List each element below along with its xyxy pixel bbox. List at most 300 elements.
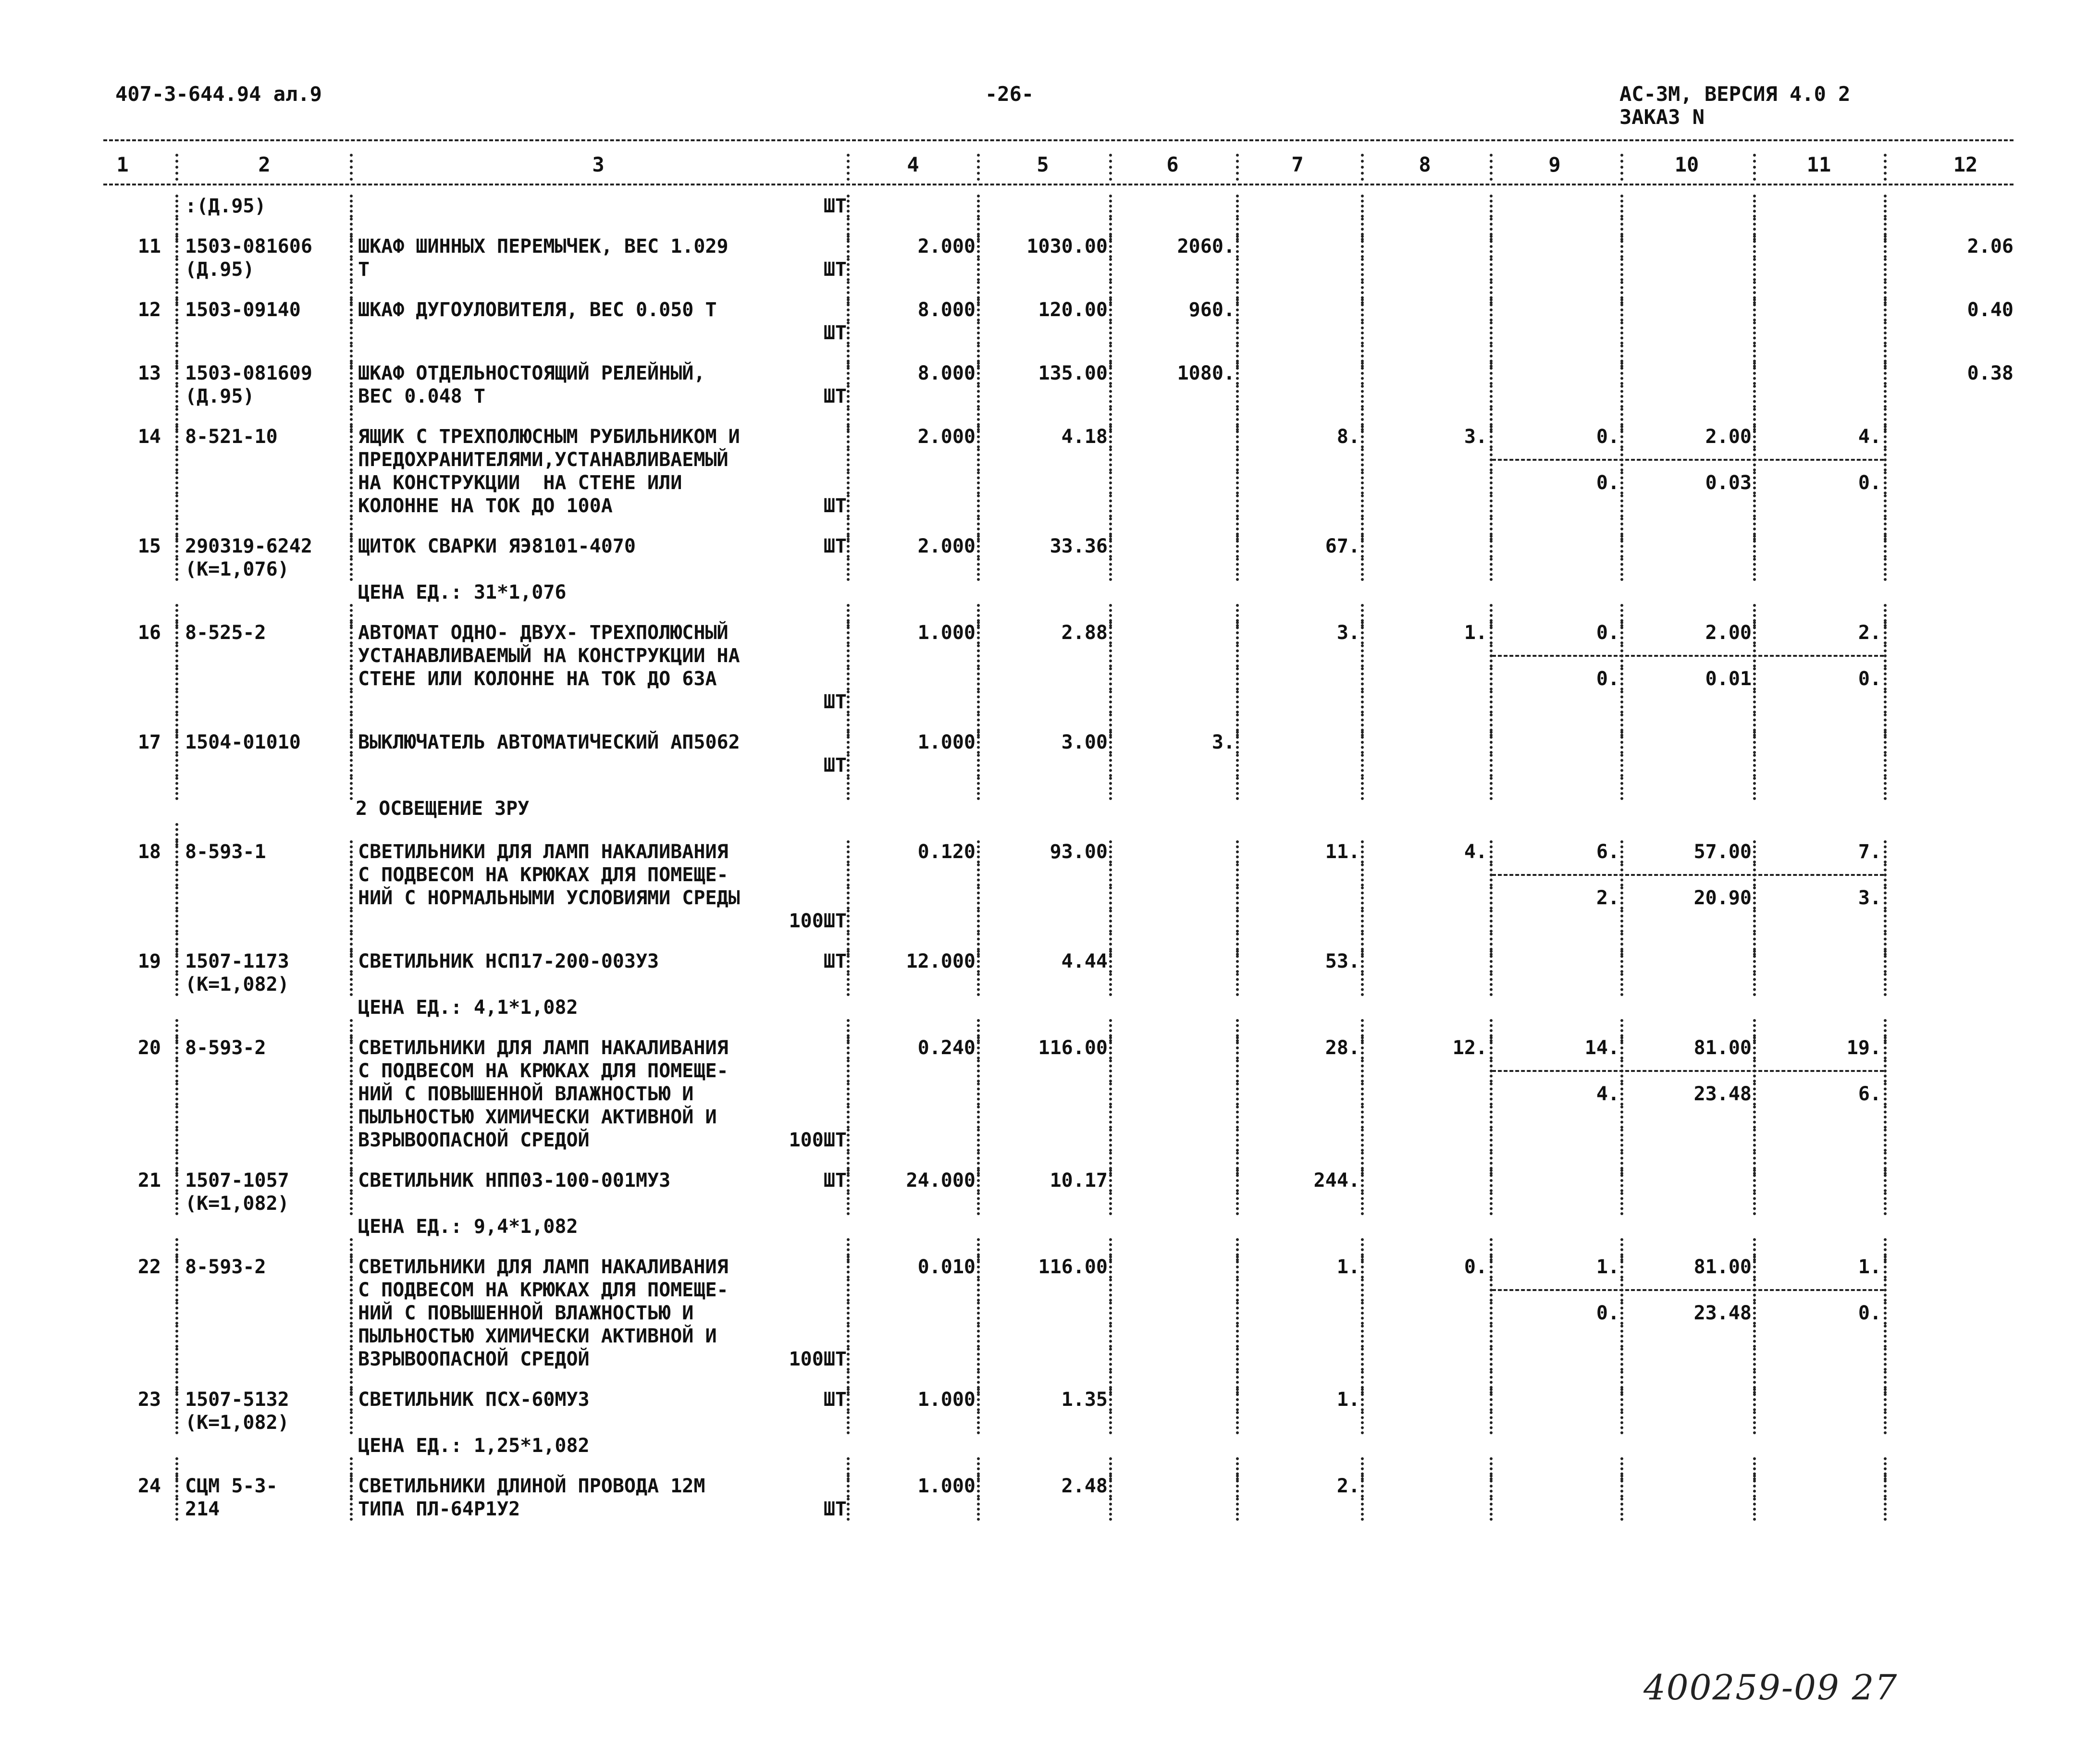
column-divider xyxy=(1753,1106,1756,1129)
column-divider xyxy=(977,195,980,218)
column-divider xyxy=(847,1325,850,1348)
table-line xyxy=(0,235,2100,258)
value-col-4: 8.000 xyxy=(917,299,976,321)
column-divider xyxy=(977,840,980,863)
price-code: 1504-01010 xyxy=(185,731,301,753)
table-row xyxy=(0,425,2100,535)
column-divider xyxy=(175,1475,178,1498)
table-line xyxy=(0,471,2100,494)
unit-of-measure: ШТ xyxy=(823,691,847,713)
table-row xyxy=(0,950,2100,1036)
column-divider xyxy=(1236,731,1239,754)
column-divider xyxy=(1884,195,1887,218)
column-divider xyxy=(1109,1302,1112,1325)
value-col-6: 1080. xyxy=(1177,362,1235,384)
column-divider xyxy=(1490,298,1493,321)
column-divider xyxy=(1109,1169,1112,1192)
column-divider xyxy=(1361,1279,1364,1302)
column-divider xyxy=(1109,362,1112,385)
price-code: :(Д.95) xyxy=(185,195,266,217)
column-divider xyxy=(175,840,178,863)
value-col-10: 2.00 xyxy=(1705,426,1752,448)
table-line xyxy=(0,690,2100,713)
column-divider xyxy=(1236,362,1239,385)
column-divider xyxy=(1490,690,1493,713)
column-divider xyxy=(1490,494,1493,517)
column-divider xyxy=(350,1302,353,1325)
column-divider xyxy=(1753,1302,1756,1325)
column-divider xyxy=(1620,1255,1623,1279)
column-divider xyxy=(350,1255,353,1279)
column-divider xyxy=(1236,910,1239,933)
work-description: ВЫКЛЮЧАТЕЛЬ АВТОМАТИЧЕСКИЙ АП5062 xyxy=(358,731,740,753)
row-number: 19 xyxy=(137,950,161,972)
column-divider xyxy=(1490,1129,1493,1152)
column-divider xyxy=(1620,471,1623,494)
column-divider xyxy=(1620,1082,1623,1106)
price-code: 1507-1057 xyxy=(185,1169,289,1192)
column-divider xyxy=(847,425,850,448)
column-divider xyxy=(1884,1129,1887,1152)
column-divider xyxy=(1884,1255,1887,1279)
value-col-7: 244. xyxy=(1313,1169,1360,1192)
column-divider xyxy=(1884,258,1887,281)
column-divider xyxy=(1361,1106,1364,1129)
value-col-6: 3. xyxy=(1211,731,1235,753)
table-line xyxy=(0,1129,2100,1152)
unit-of-measure: ШТ xyxy=(823,535,847,557)
table-line xyxy=(0,298,2100,321)
work-description: АВТОМАТ ОДНО- ДВУХ- ТРЕХПОЛЮСНЫЙ xyxy=(358,622,729,644)
section-title: 2 ОСВЕЩЕНИЕ ЗРУ xyxy=(356,798,530,820)
column-divider xyxy=(350,1279,353,1302)
work-description: СВЕТИЛЬНИКИ ДЛЯ ЛАМП НАКАЛИВАНИЯ xyxy=(358,1037,729,1059)
column-header-divider xyxy=(1753,154,1756,181)
sub-value-col-10: 23.48 xyxy=(1693,1083,1752,1105)
column-divider xyxy=(977,910,980,933)
table-line xyxy=(0,281,2100,298)
column-divider xyxy=(1236,621,1239,644)
column-divider xyxy=(175,258,178,281)
column-divider xyxy=(847,535,850,558)
column-divider xyxy=(1753,1255,1756,1279)
price-code: (Д.95) xyxy=(185,258,255,281)
column-divider xyxy=(1753,1192,1756,1215)
column-divider xyxy=(977,235,980,258)
handwritten-sheet-number: 400259-09 27 xyxy=(1643,1667,1898,1708)
column-divider xyxy=(350,1348,353,1371)
column-divider xyxy=(1753,1411,1756,1434)
column-divider xyxy=(1753,1325,1756,1348)
table-row xyxy=(0,235,2100,298)
column-divider xyxy=(175,321,178,344)
column-divider xyxy=(175,621,178,644)
unit-of-measure: ШТ xyxy=(823,495,847,517)
table-row xyxy=(0,1255,2100,1388)
column-divider xyxy=(1884,754,1887,777)
table-line xyxy=(0,1059,2100,1082)
column-divider xyxy=(977,1498,980,1521)
column-divider xyxy=(847,973,850,996)
column-divider xyxy=(1109,863,1112,886)
column-divider xyxy=(977,1082,980,1106)
unit-price-note: ЦЕНА ЕД.: 4,1*1,082 xyxy=(358,996,578,1019)
table-line xyxy=(0,1238,2100,1255)
column-divider xyxy=(1109,298,1112,321)
column-divider xyxy=(175,1348,178,1371)
column-divider xyxy=(175,690,178,713)
column-divider xyxy=(1109,1279,1112,1302)
sub-value-col-11: 0. xyxy=(1858,668,1881,690)
column-divider xyxy=(1109,235,1112,258)
column-divider xyxy=(1490,362,1493,385)
column-divider xyxy=(1753,321,1756,344)
column-divider xyxy=(1109,558,1112,581)
column-header-9: 9 xyxy=(1548,153,1561,176)
table-line xyxy=(0,408,2100,425)
work-description: НИЙ С ПОВЫШЕННОЙ ВЛАЖНОСТЬЮ И xyxy=(358,1302,694,1324)
table-row xyxy=(0,731,2100,794)
column-divider xyxy=(1361,754,1364,777)
column-divider xyxy=(1620,950,1623,973)
column-divider xyxy=(977,731,980,754)
column-divider xyxy=(977,448,980,471)
column-divider xyxy=(175,1302,178,1325)
column-divider xyxy=(175,1106,178,1129)
price-code: 290319-6242 xyxy=(185,535,312,557)
column-divider xyxy=(1109,1255,1112,1279)
value-col-11: 1. xyxy=(1858,1256,1881,1278)
column-divider xyxy=(1884,667,1887,690)
column-divider xyxy=(1361,667,1364,690)
column-divider xyxy=(847,910,850,933)
column-divider xyxy=(350,973,353,996)
column-divider xyxy=(1236,840,1239,863)
value-col-5: 10.17 xyxy=(1050,1169,1108,1192)
value-col-4: 24.000 xyxy=(906,1169,976,1192)
column-divider xyxy=(1490,973,1493,996)
work-description: СВЕТИЛЬНИКИ ДЛЯ ЛАМП НАКАЛИВАНИЯ xyxy=(358,1256,729,1278)
column-divider xyxy=(1236,1192,1239,1215)
table-line xyxy=(0,1215,2100,1238)
column-divider xyxy=(1109,1059,1112,1082)
value-col-11: 2. xyxy=(1858,622,1881,644)
column-divider xyxy=(1109,840,1112,863)
work-description: С ПОДВЕСОМ НА КРЮКАХ ДЛЯ ПОМЕЩЕ- xyxy=(358,864,729,886)
column-divider xyxy=(1236,425,1239,448)
work-description: НИЙ С ПОВЫШЕННОЙ ВЛАЖНОСТЬЮ И xyxy=(358,1083,694,1105)
column-divider xyxy=(977,754,980,777)
column-divider xyxy=(1236,644,1239,667)
value-col-5: 4.44 xyxy=(1061,950,1108,972)
column-divider xyxy=(847,840,850,863)
column-divider xyxy=(1236,1348,1239,1371)
column-divider xyxy=(350,863,353,886)
value-col-9: 14. xyxy=(1584,1037,1619,1059)
table-line xyxy=(0,754,2100,777)
value-col-4: 1.000 xyxy=(917,1475,976,1497)
column-divider xyxy=(350,1036,353,1059)
table-line xyxy=(0,425,2100,448)
column-divider xyxy=(350,385,353,408)
column-divider xyxy=(847,644,850,667)
value-col-5: 1030.00 xyxy=(1026,235,1108,258)
column-divider xyxy=(1109,448,1112,471)
unit-of-measure: ШТ xyxy=(823,322,847,344)
column-divider xyxy=(1361,1348,1364,1371)
value-col-11: 4. xyxy=(1858,426,1881,448)
work-description: СВЕТИЛЬНИК НПП03-100-001МУ3 xyxy=(358,1169,671,1192)
table-line xyxy=(0,1348,2100,1371)
value-col-7: 67. xyxy=(1325,535,1360,557)
column-divider xyxy=(1753,195,1756,218)
column-divider xyxy=(1361,690,1364,713)
column-divider xyxy=(1620,754,1623,777)
value-col-4: 0.240 xyxy=(917,1037,976,1059)
value-col-7: 28. xyxy=(1325,1037,1360,1059)
column-divider xyxy=(1236,754,1239,777)
column-divider xyxy=(1620,235,1623,258)
column-divider xyxy=(1620,195,1623,218)
column-divider xyxy=(1236,1302,1239,1325)
column-divider xyxy=(1753,886,1756,910)
column-divider xyxy=(1620,690,1623,713)
work-description: ВЗРЫВООПАСНОЙ СРЕДОЙ xyxy=(358,1129,590,1151)
column-divider xyxy=(977,362,980,385)
table-row xyxy=(0,1169,2100,1255)
column-divider xyxy=(1109,1192,1112,1215)
price-code: (К=1,082) xyxy=(185,973,289,996)
column-divider xyxy=(977,1411,980,1434)
column-divider xyxy=(977,535,980,558)
column-divider xyxy=(977,298,980,321)
column-divider xyxy=(1236,1059,1239,1082)
table-line xyxy=(0,644,2100,667)
column-divider xyxy=(1361,1082,1364,1106)
column-divider xyxy=(847,385,850,408)
table-row xyxy=(0,1475,2100,1521)
column-divider xyxy=(350,298,353,321)
column-divider xyxy=(1109,425,1112,448)
column-divider xyxy=(175,1255,178,1279)
work-description: С ПОДВЕСОМ НА КРЮКАХ ДЛЯ ПОМЕЩЕ- xyxy=(358,1279,729,1301)
column-divider xyxy=(1620,1325,1623,1348)
column-divider xyxy=(1236,667,1239,690)
column-divider xyxy=(1109,1036,1112,1059)
column-divider xyxy=(350,950,353,973)
program-version xyxy=(1619,83,1850,129)
column-divider xyxy=(1884,1348,1887,1371)
column-divider xyxy=(1753,1475,1756,1498)
row-number: 15 xyxy=(137,535,161,557)
column-divider xyxy=(1361,448,1364,471)
column-divider xyxy=(175,471,178,494)
column-divider xyxy=(1753,621,1756,644)
work-description: УСТАНАВЛИВАЕМЫЙ НА КОНСТРУКЦИИ НА xyxy=(358,645,740,667)
program-version-line: АС-3М, ВЕРСИЯ 4.0 2 xyxy=(1619,82,1851,106)
column-divider xyxy=(1753,1169,1756,1192)
row-number: 24 xyxy=(137,1475,161,1497)
table-line xyxy=(0,195,2100,218)
table-line xyxy=(0,581,2100,604)
column-divider xyxy=(977,258,980,281)
column-divider xyxy=(175,973,178,996)
column-divider xyxy=(847,471,850,494)
sub-value-col-9: 4. xyxy=(1596,1083,1619,1105)
column-divider xyxy=(977,1475,980,1498)
column-divider xyxy=(1490,621,1493,644)
work-description: ЩИТОК СВАРКИ ЯЭ8101-4070 xyxy=(358,535,636,557)
sub-value-col-9: 2. xyxy=(1596,887,1619,909)
table-row xyxy=(0,621,2100,731)
column-divider xyxy=(1490,1106,1493,1129)
column-divider xyxy=(1620,321,1623,344)
column-divider xyxy=(1109,385,1112,408)
column-divider xyxy=(1109,1325,1112,1348)
table-line xyxy=(0,1169,2100,1192)
sub-value-col-9: 0. xyxy=(1596,668,1619,690)
sub-value-col-11: 0. xyxy=(1858,472,1881,494)
column-header-6: 6 xyxy=(1166,153,1179,176)
column-divider xyxy=(1236,258,1239,281)
column-divider xyxy=(350,690,353,713)
sub-value-col-10: 23.48 xyxy=(1693,1302,1752,1324)
work-description: СВЕТИЛЬНИК ПСХ-60МУ3 xyxy=(358,1389,590,1411)
price-code: (К=1,082) xyxy=(185,1412,289,1434)
price-code: 1503-081606 xyxy=(185,235,312,258)
column-divider xyxy=(1361,1255,1364,1279)
work-description: ПЫЛЬНОСТЬЮ ХИМИЧЕСКИ АКТИВНОЙ И xyxy=(358,1106,717,1128)
row-number: 14 xyxy=(137,426,161,448)
column-divider xyxy=(1753,535,1756,558)
work-description: НИЙ С НОРМАЛЬНЫМИ УСЛОВИЯМИ СРЕДЫ xyxy=(358,887,740,909)
sub-value-col-9: 0. xyxy=(1596,1302,1619,1324)
table-line xyxy=(0,321,2100,344)
column-header-divider xyxy=(1490,154,1493,181)
column-divider xyxy=(1361,621,1364,644)
value-col-9: 0. xyxy=(1596,622,1619,644)
column-divider xyxy=(1361,385,1364,408)
unit-of-measure: 100ШТ xyxy=(789,1348,847,1370)
column-divider xyxy=(350,621,353,644)
column-divider xyxy=(350,1192,353,1215)
table-line xyxy=(0,448,2100,471)
column-divider xyxy=(350,235,353,258)
column-divider xyxy=(1361,1129,1364,1152)
column-header-divider xyxy=(1361,154,1364,181)
column-divider xyxy=(175,886,178,910)
column-divider xyxy=(847,1169,850,1192)
row-number: 23 xyxy=(137,1389,161,1411)
unit-of-measure: ШТ xyxy=(823,950,847,972)
column-divider xyxy=(1361,1498,1364,1521)
column-divider xyxy=(847,1302,850,1325)
row-number: 12 xyxy=(137,299,161,321)
column-divider xyxy=(1109,690,1112,713)
column-divider xyxy=(1490,1411,1493,1434)
column-divider xyxy=(1884,1169,1887,1192)
column-divider xyxy=(1236,1169,1239,1192)
column-divider xyxy=(847,690,850,713)
value-col-4: 1.000 xyxy=(917,622,976,644)
column-divider xyxy=(1884,1106,1887,1129)
value-col-5: 4.18 xyxy=(1061,426,1108,448)
column-header-divider xyxy=(350,154,353,181)
column-divider xyxy=(1236,195,1239,218)
column-divider xyxy=(847,1279,850,1302)
table-line xyxy=(0,777,2100,794)
column-divider xyxy=(1236,1082,1239,1106)
column-divider xyxy=(1620,558,1623,581)
row-number: 13 xyxy=(137,362,161,384)
column-header-11: 11 xyxy=(1806,153,1831,176)
estimate-table-body xyxy=(0,195,2100,1521)
value-col-11: 7. xyxy=(1858,841,1881,863)
price-code: 8-525-2 xyxy=(185,622,266,644)
column-divider xyxy=(847,1255,850,1279)
unit-price-note: ЦЕНА ЕД.: 1,25*1,082 xyxy=(358,1435,590,1457)
value-col-10: 57.00 xyxy=(1693,841,1752,863)
column-divider xyxy=(847,362,850,385)
work-description: С ПОДВЕСОМ НА КРЮКАХ ДЛЯ ПОМЕЩЕ- xyxy=(358,1060,729,1082)
value-col-6: 960. xyxy=(1188,299,1235,321)
column-divider xyxy=(1884,863,1887,886)
column-divider xyxy=(350,1411,353,1434)
table-line xyxy=(0,1152,2100,1169)
column-divider xyxy=(1884,1325,1887,1348)
value-col-5: 2.88 xyxy=(1061,622,1108,644)
table-line xyxy=(0,1457,2100,1475)
column-divider xyxy=(977,1325,980,1348)
sub-value-col-11: 3. xyxy=(1858,887,1881,909)
column-divider xyxy=(977,886,980,910)
column-divider xyxy=(1490,1255,1493,1279)
column-divider xyxy=(1361,195,1364,218)
column-divider xyxy=(1361,1169,1364,1192)
column-divider xyxy=(1753,1388,1756,1411)
column-divider xyxy=(1236,950,1239,973)
column-divider xyxy=(1620,886,1623,910)
order-number-line: ЗАКАЗ N xyxy=(1619,105,1705,129)
column-divider xyxy=(1884,1279,1887,1302)
column-divider xyxy=(350,644,353,667)
value-col-7: 3. xyxy=(1336,622,1360,644)
column-divider xyxy=(350,535,353,558)
column-divider xyxy=(175,235,178,258)
column-divider xyxy=(350,258,353,281)
table-row xyxy=(0,840,2100,950)
column-divider xyxy=(1490,258,1493,281)
column-divider xyxy=(847,886,850,910)
sub-value-col-11: 6. xyxy=(1858,1083,1881,1105)
column-divider xyxy=(847,1059,850,1082)
column-divider xyxy=(1620,1411,1623,1434)
work-description: КОЛОННЕ НА ТОК ДО 100А xyxy=(358,495,613,517)
table-line xyxy=(0,1082,2100,1106)
table-row xyxy=(0,1388,2100,1475)
table-line xyxy=(0,950,2100,973)
column-divider xyxy=(1361,1411,1364,1434)
column-divider xyxy=(1361,494,1364,517)
work-description: СТЕНЕ ИЛИ КОЛОННЕ НА ТОК ДО 63А xyxy=(358,668,717,690)
column-divider xyxy=(847,448,850,471)
column-divider xyxy=(1361,425,1364,448)
value-col-4: 8.000 xyxy=(917,362,976,384)
column-divider xyxy=(175,448,178,471)
column-divider xyxy=(1884,1059,1887,1082)
column-divider xyxy=(1490,1192,1493,1215)
column-divider xyxy=(1236,494,1239,517)
